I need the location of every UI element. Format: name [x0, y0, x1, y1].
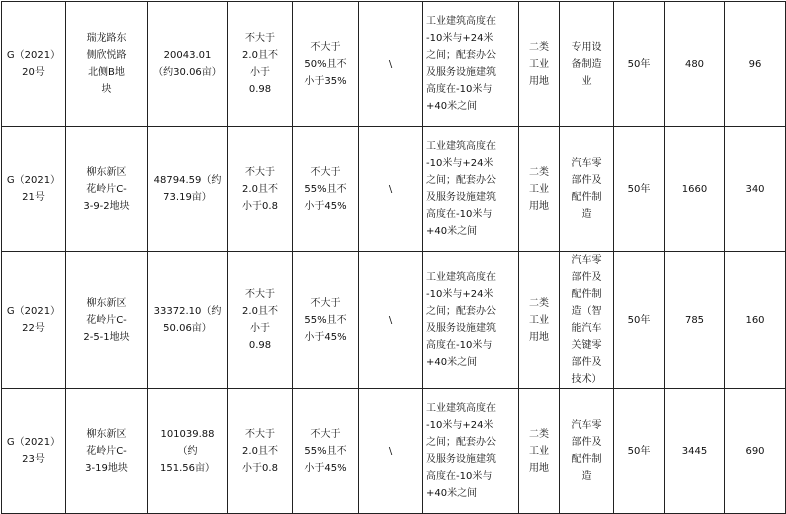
land-use-cell: 二类 工业 用地 [519, 252, 560, 389]
green-ratio-cell: \ [359, 2, 423, 127]
parcel-code-cell: G（2021） 23号 [2, 389, 66, 514]
industry-category-cell: 汽车零 部件及 配件制 造 [560, 389, 614, 514]
table-row [2, 2, 786, 127]
parcel-area-cell: 20043.01 （约30.06亩） [148, 2, 228, 127]
building-density-cell: 不大于 55%且不 小于45% [293, 252, 359, 389]
building-density-cell: 不大于 50%且不 小于35% [293, 2, 359, 127]
parcel-code-cell: G（2021） 20号 [2, 2, 66, 127]
table-row [2, 127, 786, 252]
deposit-cell: 340 [725, 127, 786, 252]
building-height-cell: 工业建筑高度在 -10米与+24米 之间；配套办公 及服务设施建筑 高度在-10米与 +40米之间 [423, 389, 519, 514]
land-use-cell: 二类 工业 用地 [519, 127, 560, 252]
industry-category-cell: 汽车零 部件及 配件制 造（智 能汽车 关键零 部件及 技术） [560, 252, 614, 389]
land-use-cell: 二类 工业 用地 [519, 389, 560, 514]
lease-term-cell: 50年 [614, 2, 665, 127]
building-height-cell: 工业建筑高度在 -10米与+24米 之间；配套办公 及服务设施建筑 高度在-10米与 +40米之间 [423, 2, 519, 127]
starting-price-cell: 785 [665, 252, 725, 389]
building-height-cell: 工业建筑高度在 -10米与+24米 之间；配套办公 及服务设施建筑 高度在-10米与 +40米之间 [423, 127, 519, 252]
starting-price-cell: 3445 [665, 389, 725, 514]
building-density-cell: 不大于 55%且不 小于45% [293, 389, 359, 514]
table-row [2, 389, 786, 514]
lease-term-cell: 50年 [614, 127, 665, 252]
deposit-cell: 690 [725, 389, 786, 514]
green-ratio-cell: \ [359, 252, 423, 389]
parcel-code-cell: G（2021） 21号 [2, 127, 66, 252]
land-parcel-table [1, 1, 786, 514]
industry-category-cell: 汽车零 部件及 配件制 造 [560, 127, 614, 252]
building-density-cell: 不大于 55%且不 小于45% [293, 127, 359, 252]
parcel-location-cell: 柳东新区 花岭片C- 2-5-1地块 [66, 252, 148, 389]
floor-area-ratio-cell: 不大于 2.0且不 小于0.8 [228, 127, 293, 252]
land-use-cell: 二类 工业 用地 [519, 2, 560, 127]
parcel-location-cell: 柳东新区 花岭片C- 3-9-2地块 [66, 127, 148, 252]
green-ratio-cell: \ [359, 389, 423, 514]
starting-price-cell: 480 [665, 2, 725, 127]
table-row [2, 252, 786, 389]
floor-area-ratio-cell: 不大于 2.0且不 小于 0.98 [228, 2, 293, 127]
green-ratio-cell: \ [359, 127, 423, 252]
parcel-area-cell: 48794.59（约 73.19亩） [148, 127, 228, 252]
lease-term-cell: 50年 [614, 252, 665, 389]
industry-category-cell: 专用设 备制造 业 [560, 2, 614, 127]
starting-price-cell: 1660 [665, 127, 725, 252]
parcel-area-cell: 33372.10（约 50.06亩） [148, 252, 228, 389]
parcel-area-cell: 101039.88（约 151.56亩） [148, 389, 228, 514]
deposit-cell: 160 [725, 252, 786, 389]
building-height-cell: 工业建筑高度在 -10米与+24米 之间；配套办公 及服务设施建筑 高度在-10米与 +40米之间 [423, 252, 519, 389]
parcel-code-cell: G（2021） 22号 [2, 252, 66, 389]
parcel-location-cell: 瑞龙路东 侧欣悦路 北侧B地 块 [66, 2, 148, 127]
parcel-location-cell: 柳东新区 花岭片C- 3-19地块 [66, 389, 148, 514]
floor-area-ratio-cell: 不大于 2.0且不 小于 0.98 [228, 252, 293, 389]
floor-area-ratio-cell: 不大于 2.0且不 小于0.8 [228, 389, 293, 514]
deposit-cell: 96 [725, 2, 786, 127]
lease-term-cell: 50年 [614, 389, 665, 514]
